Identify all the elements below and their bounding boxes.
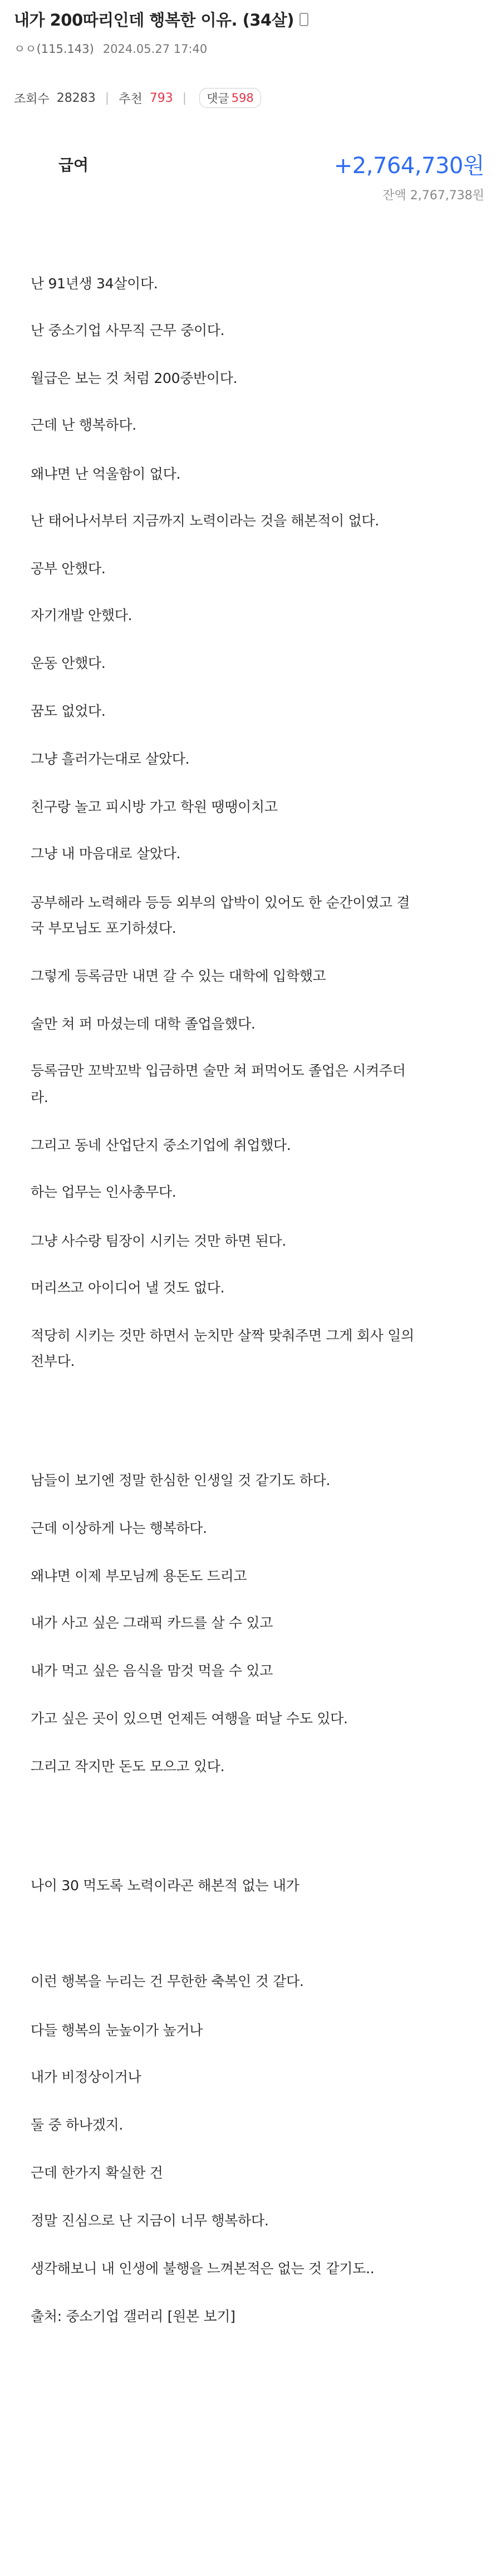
post-stats xyxy=(14,88,261,107)
post-title xyxy=(14,8,493,31)
body-line: 왜냐면 이제 부모님께 용돈도 드리고 xyxy=(31,1568,247,1584)
body-line: 술만 쳐 퍼 마셨는데 대학 졸업을했다. xyxy=(31,1016,256,1032)
post-date: 2024.05.27 17:40 xyxy=(102,42,208,56)
body-line: 나이 30 먹도록 노력이라곤 해본적 없는 내가 xyxy=(31,1877,299,1894)
views-label: 조회수 xyxy=(14,92,50,106)
body-line: 난 태어나서부터 지금까지 노력이라는 것을 해본적이 없다. xyxy=(31,513,379,529)
body-line: 그냥 내 마음대로 살았다. xyxy=(31,845,181,862)
body-line: 생각해보니 내 인생에 불행을 느껴본적은 없는 것 같기도.. xyxy=(31,2260,375,2277)
reply-label: 댓글 xyxy=(207,92,229,105)
body-line: 난 중소기업 사무직 근무 중이다. xyxy=(31,322,225,338)
body-line: 하는 업무는 인사총무다. xyxy=(31,1184,176,1200)
source-prefix: 출처: 중소기업 갤러리 xyxy=(31,2308,164,2324)
body-line: 등록금만 꼬박꼬박 입금하면 술만 쳐 퍼먹어도 졸업은 시켜주더 xyxy=(31,1063,406,1079)
body-line: 근데 난 행복하다. xyxy=(31,417,136,433)
body-line: 가고 싶은 곳이 있으면 언제든 여행을 떠날 수도 있다. xyxy=(31,1710,348,1727)
body-line: 운동 안했다. xyxy=(31,655,106,671)
post-author-line xyxy=(14,40,207,57)
body-line: 그리고 작지만 돈도 모으고 있다. xyxy=(31,1758,225,1774)
body-line: 그냥 흘러가는대로 살았다. xyxy=(31,751,190,767)
salary-balance: 잔액 2,767,738원 xyxy=(382,189,484,203)
body-line: 그냥 사수랑 팀장이 시키는 것만 하면 된다. xyxy=(31,1233,286,1249)
body-line: 다들 행복의 눈높이가 높거나 xyxy=(31,2022,203,2038)
body-line: 국 부모님도 포기하셨다. xyxy=(31,920,176,936)
recommend-count: 793 xyxy=(149,91,173,105)
body-line: 머리쓰고 아이디어 낼 것도 없다. xyxy=(31,1280,225,1296)
body-line: 왜냐면 난 억울함이 없다. xyxy=(31,466,181,482)
views-count: 28283 xyxy=(56,91,96,105)
body-line: 자기개발 안했다. xyxy=(31,607,132,623)
post-header xyxy=(0,0,501,111)
salary-label: 급여 xyxy=(58,156,89,174)
salary-card xyxy=(31,128,501,217)
body-line: 공부 안했다. xyxy=(31,561,106,577)
body-line: 내가 먹고 싶은 음식을 맘것 먹을 수 있고 xyxy=(31,1663,273,1679)
body-line: 정말 진심으로 난 지금이 너무 행복하다. xyxy=(31,2213,269,2229)
body-line: 전부다. xyxy=(31,1353,75,1369)
body-line: 내가 사고 싶은 그래픽 카드를 살 수 있고 xyxy=(31,1615,273,1631)
body-line: 난 91년생 34살이다. xyxy=(31,276,158,292)
body-line: 친구랑 놀고 피시방 가고 학원 땡땡이치고 xyxy=(31,799,278,815)
body-line: 월급은 보는 것 처럼 200중반이다. xyxy=(31,370,238,386)
post-title-text: 내가 200따리인데 행복한 이유. (34살) xyxy=(14,11,294,30)
body-line: 라. xyxy=(31,1089,48,1105)
stat-separator: | xyxy=(105,91,110,105)
body-line: 이런 행복을 누리는 건 무한한 축복인 것 같다. xyxy=(31,1973,304,1989)
author-name[interactable]: ㅇㅇ(115.143) xyxy=(14,42,94,56)
reply-count: 598 xyxy=(231,91,254,105)
body-line: 내가 비정상이거나 xyxy=(31,2069,141,2085)
body-line: 남들이 보기엔 정말 한심한 인생일 것 같기도 하다. xyxy=(31,1472,331,1488)
reply-button[interactable] xyxy=(199,88,261,108)
body-line: 둘 중 하나겠지. xyxy=(31,2117,124,2133)
body-line: 그리고 동네 산업단지 중소기업에 취업했다. xyxy=(31,1137,291,1153)
body-line: 근데 한가지 확실한 건 xyxy=(31,2165,163,2181)
stat-separator: | xyxy=(182,91,187,105)
source-link[interactable]: [원본 보기] xyxy=(167,2308,235,2324)
body-line: 공부해라 노력해라 등등 외부의 압박이 있어도 한 순간이였고 결 xyxy=(31,894,410,911)
body-line: 적당히 시키는 것만 하면서 눈치만 살짝 맞춰주면 그게 회사 일의 xyxy=(31,1328,414,1344)
recommend-label: 추천 xyxy=(119,92,143,106)
salary-amount: +2,764,730원 xyxy=(333,153,484,179)
mobile-icon xyxy=(299,13,308,26)
source-line xyxy=(31,2303,487,2329)
body-line: 근데 이상하게 나는 행복하다. xyxy=(31,1520,207,1536)
body-line: 꿈도 없었다. xyxy=(31,703,106,719)
body-line: 그렇게 등록금만 내면 갈 수 있는 대학에 입학했고 xyxy=(31,968,326,984)
